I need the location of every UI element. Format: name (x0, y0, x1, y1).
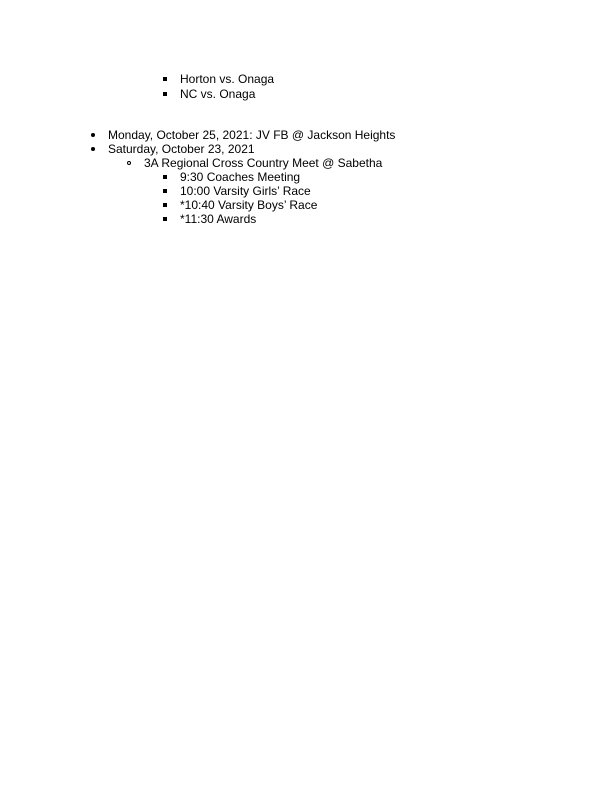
schedule-item: 10:00 Varsity Girls’ Race (180, 184, 311, 198)
hollow-circle-bullet-icon (127, 161, 131, 165)
square-bullet-icon (163, 175, 167, 179)
square-bullet-icon (163, 92, 167, 96)
square-bullet-icon (163, 217, 167, 221)
event-item: Monday, October 25, 2021: JV FB @ Jackson Heights (108, 128, 396, 142)
event-sub-item: 3A Regional Cross Country Meet @ Sabetha (144, 156, 383, 170)
square-bullet-icon (163, 77, 167, 81)
square-bullet-icon (163, 189, 167, 193)
list-item: NC vs. Onaga (180, 87, 256, 101)
list-item: Horton vs. Onaga (180, 72, 275, 86)
schedule-item: *10:40 Varsity Boys’ Race (180, 198, 318, 212)
event-item: Saturday, October 23, 2021 (108, 142, 255, 156)
square-bullet-icon (163, 203, 167, 207)
round-bullet-icon (91, 147, 95, 151)
round-bullet-icon (91, 133, 95, 137)
schedule-item: 9:30 Coaches Meeting (180, 170, 301, 184)
schedule-item: *11:30 Awards (180, 212, 257, 226)
